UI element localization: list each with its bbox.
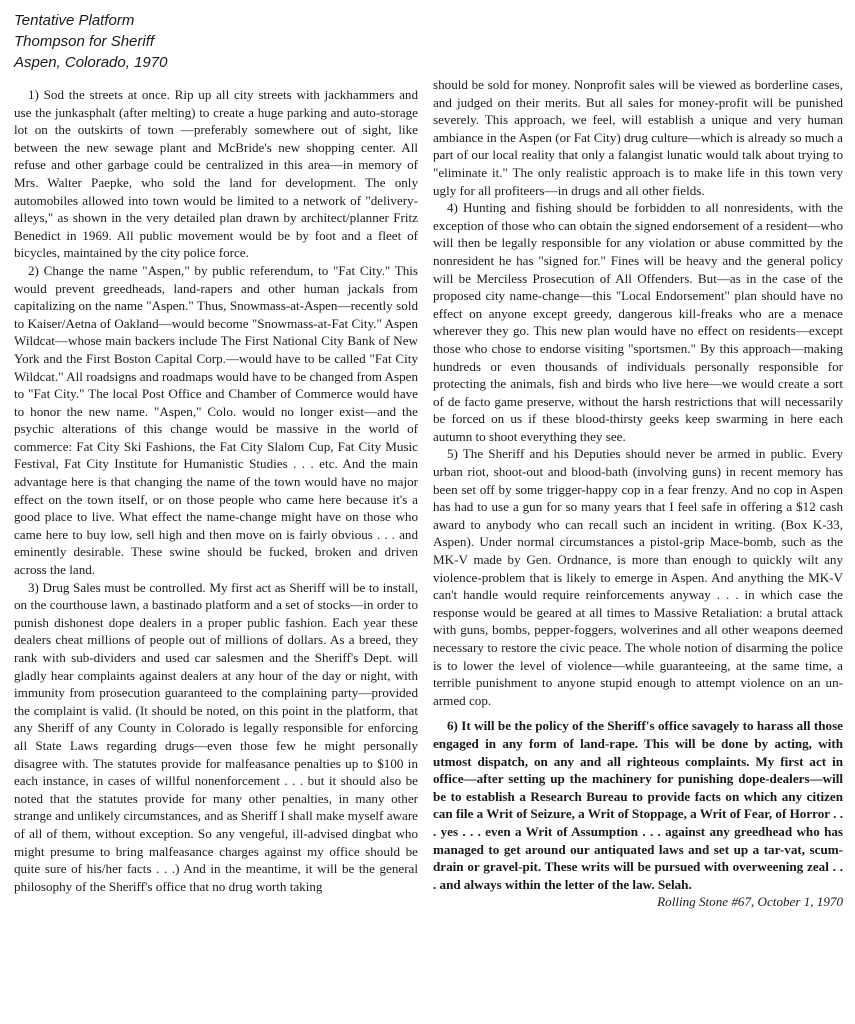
paragraph-5: 5) The Sheriff and his Deputies should never be armed in public. Every urban riot, shoot-out and blood-bath (involving guns) in recent memory has been set off by some trigger-happy cop in a fear frenzy. And no cop in Aspen has had to use a gun for so many years that I feel safe in offering a $12 cash award to anybody who can recall such an incident in writing. (Box K-33, Aspen). Under normal circumstances a pistol-grip Mace-bomb, such as the MK-V made by Gen. Ordnance, is more than enough to quickly wilt any violence-problem that is likely to emerge in Aspen. And anything the MK-V can't handle would require reinforcements anyway . . . in which case the response would be geared at all times to Massive Retaliation: a brutal attack with guns, bombs, pepper-foggers, wolverines and all other weapons deemed necessary to restore the civic peace. The whole notion of disarming the police is to lower the level of violence—while guaranteeing, at the same time, a terrible punishment to anyone stupid enough to attempt violence on an un-armed cop. [433, 446, 843, 708]
paragraph-2: 2) Change the name "Aspen," by public referendum, to "Fat City." This would prevent greedheads, land-rapers and other human jackals from capitalizing on the name "Aspen." Thus, Snowmass-at-Aspen—recently sold to Kaiser/Aetna of Oakland—would become "Snowmass-at-Fat City." Aspen Wildcat—whose main backers include The First National City Bank of New York and the First Boston Capital Corp.—would have to be called "Fat City Wildcat." All roadsigns and roadmaps would have to be changed from Aspen to "Fat City." The local Post Office and Chamber of Commerce would have to honor the new name. "Aspen," Colo. would no longer exist—and the psychic alterations of this change would be massive in the world of commerce: Fat City Ski Fashions, the Fat City Slalom Cup, Fat City Music Festival, Fat City Institute for Humanistic Studies . . . etc. And the main advantage here is that changing the name of the town would have no major effect on the town itself, or on those people who came here because it's a good place to live. What effect the name-change might have on those who came here to buy low, sell high and then move on is fairly obvious . . . and eminently desirable. These swine should be fucked, broken and driven across the land. [14, 262, 418, 578]
paragraph-3-continued: should be sold for money. Nonprofit sales will be viewed as borderline cases, and judged on their merits. But all sales for money-profit will be punished severely. This approach, we feel, will establish a unique and very human ambiance in the Aspen (or Fat City) drug culture—which is already so much a part of our local reality that only a falangist lunatic would talk about trying to "eliminate it." The only realistic approach is to make life in this town very ugly for all profiteers—in drugs and all other fields. [433, 77, 843, 198]
source-citation: Rolling Stone #67, October 1, 1970 [657, 894, 843, 910]
header-location: Aspen, Colorado, 1970 [14, 54, 168, 71]
paragraph-4: 4) Hunting and fishing should be forbidden to all nonresidents, with the exception of those who can obtain the signed endorsement of a resident—who will then be legally responsible for any violation or abuse committed by the nonresident he has "signed for." Fines will be heavy and the general policy will be Merciless Prosecution of All Offenders. But—as in the case of the proposed city name-change—this "Local Endorsement" plan should have no effect on anyone except greedy, dangerous kill-freaks who are a menace wherever they go. This new plan would have no effect on residents—except those who chose to endorse visiting "sportsmen." By this approach—making hundreds or even thousands of individuals personally responsible for protecting the animals, fish and birds who live here—we would create a sort of de facto game preserve, without the harsh restrictions that will necessarily be forced on us if these blood-thirsty geeks keep swarming in here each autumn to shoot everything they see. [433, 200, 843, 444]
platform-header [14, 10, 414, 73]
header-title: Tentative Platform [14, 12, 135, 29]
right-column [433, 76, 843, 911]
paragraph-3: 3) Drug Sales must be controlled. My first act as Sheriff will be to install, on the courthouse lawn, a bastinado platform and a set of stocks—in order to punish dishonest dope dealers in a proper public fashion. Each year these dealers cheat millions of people out of millions of dollars. As a breed, they rank with sub-dividers and used car salesmen and the Sheriff's Dept. will gladly hear complaints against dealers at any hour of the day or night, with immunity from prosecution guaranteed to the complaining party—provided the complaint is valid. (It should be noted, on this point in the platform, that any Sheriff of any County in Colorado is legally responsible for enforcing all State Laws regarding drugs—even those few he might personally disagree with. The statutes provide for malfeasance penalties up to $100 in each instance, in cases of willful nonenforcement . . . but it should also be noted that the statutes provide for many other penalties, in many other strange and unlikely circumstances, and as Sheriff I shall make myself aware of all of them, without exception. So any vengeful, ill-advised dingbat who might presume to bring malfeasance charges against my office should be quite sure of his/her facts . . .) And in the meantime, it will be the general philosophy of the Sheriff's office that no drug worth taking [14, 579, 418, 894]
paragraph-6: 6) It will be the policy of the Sheriff's office savagely to harass all those engaged in any form of land-rape. This will be done by acting, with utmost dispatch, on any and all righteous complaints. My first act in office—after setting up the machinery for punishing dope-dealers—will be to establish a Research Bureau to provide facts on which any citizen can file a Writ of Seizure, a Writ of Stoppage, a Writ of Fear, of Horror . . . yes . . . even a Writ of Assumption . . . against any greedhead who has managed to get around our antiquated laws and set up a tar-vat, scum-drain or gravel-pit. These writs will be pursued with overweening zeal . . . and always within the letter of the law. Selah. [433, 718, 843, 892]
left-column [14, 86, 418, 895]
paragraph-1: 1) Sod the streets at once. Rip up all city streets with jackhammers and use the junkasphalt (after melting) to create a huge parking and auto-storage lot on the outskirts of town —preferably somewhere out of sight, like between the new sewage plant and McBride's new shopping center. All refuse and other garbage could be centralized in this area—in memory of Mrs. Walter Paepke, who sold the land for development. The only automobiles allowed into town would be limited to a network of "delivery-alleys," as shown in the very detailed plan drawn by architect/planner Fritz Benedict in 1969. All public movement would be by foot and a fleet of bicycles, maintained by the city police force. [14, 87, 418, 261]
header-subtitle: Thompson for Sheriff [14, 33, 155, 50]
